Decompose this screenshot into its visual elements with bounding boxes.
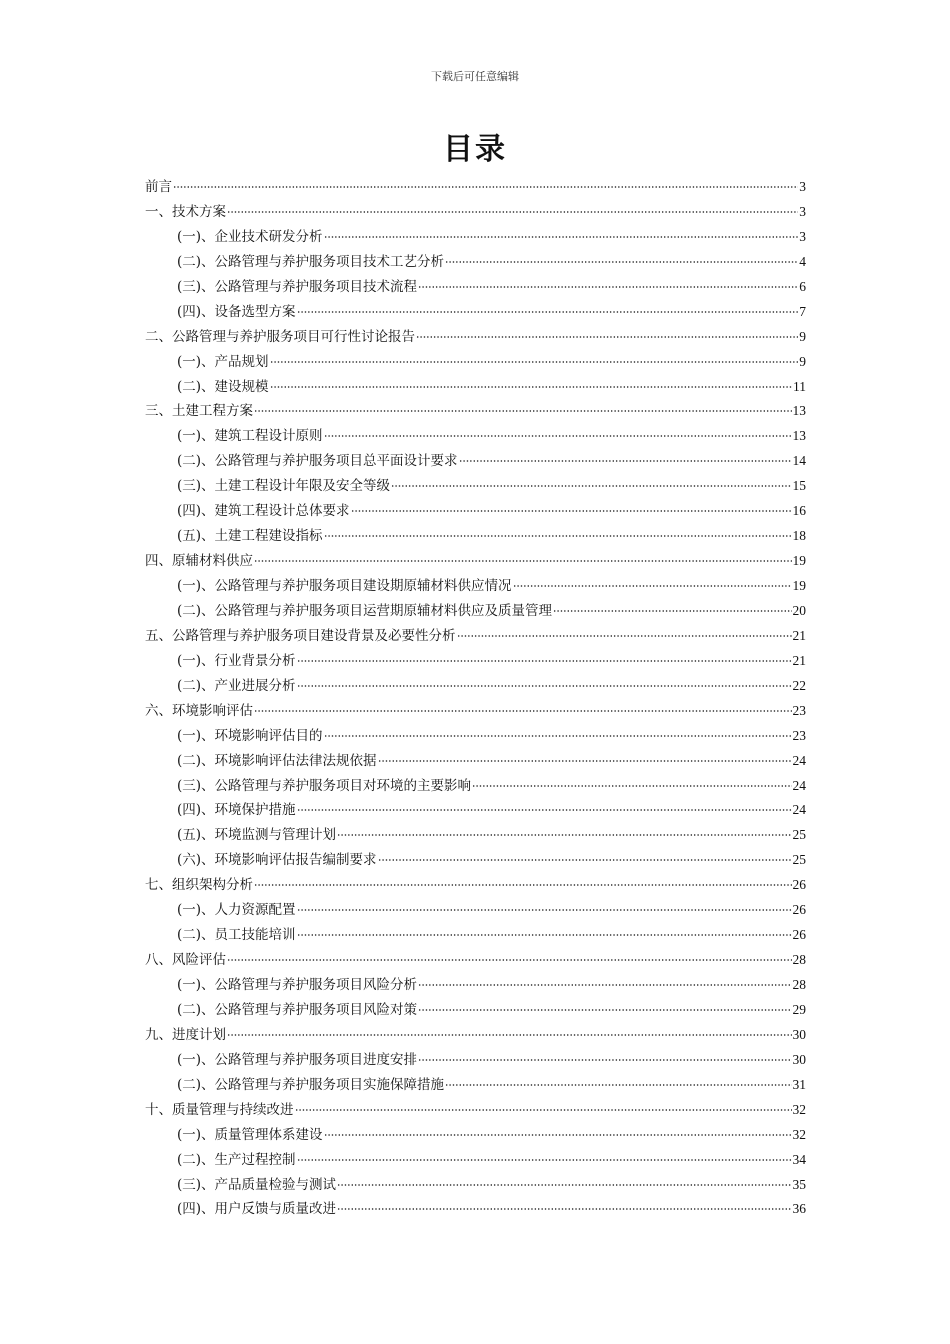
toc-section-link[interactable] xyxy=(145,524,806,549)
toc-entry-label: (一)、环境影响评估目的 xyxy=(177,727,323,744)
toc-dot-leader xyxy=(418,984,791,986)
toc-page-number: 13 xyxy=(792,403,806,419)
toc-dot-leader xyxy=(297,1159,792,1161)
toc-dot-leader xyxy=(378,760,792,762)
toc-section-link[interactable] xyxy=(145,848,806,873)
toc-dot-leader xyxy=(457,635,792,637)
toc-section-link[interactable] xyxy=(145,998,806,1023)
toc-dot-leader xyxy=(416,336,798,338)
toc-entry-label: 三、土建工程方案 xyxy=(145,403,253,420)
toc-dot-leader xyxy=(459,460,792,462)
toc-entry-label: (一)、建筑工程设计原则 xyxy=(177,428,323,445)
toc-chapter-link[interactable] xyxy=(145,325,806,350)
toc-section-link[interactable] xyxy=(145,674,806,699)
toc-entry-label: 八、风险评估 xyxy=(145,952,226,969)
toc-page-number: 35 xyxy=(792,1176,806,1192)
toc-entry-label: (一)、企业技术研发分析 xyxy=(177,228,323,245)
toc-chapter-link[interactable] xyxy=(145,175,806,200)
toc-entry-label: (四)、环境保护措施 xyxy=(177,802,296,819)
toc-page-number: 9 xyxy=(799,353,806,369)
toc-entry-label: (一)、质量管理体系建设 xyxy=(177,1126,323,1143)
toc-dot-leader xyxy=(297,909,792,911)
toc-entry-label: (二)、公路管理与养护服务项目总平面设计要求 xyxy=(177,453,458,470)
toc-page-number: 19 xyxy=(792,553,806,569)
toc-page-number: 26 xyxy=(792,877,806,893)
toc-dot-leader xyxy=(297,809,792,811)
toc-dot-leader xyxy=(173,186,798,188)
toc-entry-label: 一、技术方案 xyxy=(145,203,226,220)
page-title: 目录 xyxy=(443,132,507,167)
header-note: 下载后可任意编辑 xyxy=(431,70,519,83)
toc-page-number: 32 xyxy=(792,1126,806,1142)
toc-section-link[interactable] xyxy=(145,574,806,599)
toc-dot-leader xyxy=(270,386,792,388)
toc-entry-label: (一)、公路管理与养护服务项目建设期原辅材料供应情况 xyxy=(177,578,512,594)
toc-entry-label: (一)、公路管理与养护服务项目进度安排 xyxy=(177,1051,418,1068)
toc-page-number: 21 xyxy=(792,652,806,668)
toc-page-number: 3 xyxy=(799,179,806,194)
toc-entry-label: (一)、人力资源配置 xyxy=(177,902,296,919)
toc-dot-leader xyxy=(337,1184,791,1186)
toc-dot-leader xyxy=(337,834,791,836)
toc-page-number: 26 xyxy=(792,902,806,918)
toc-entry-label: 六、环境影响评估 xyxy=(145,702,253,719)
toc-entry-label: (二)、公路管理与养护服务项目运营期原辅材料供应及质量管理 xyxy=(177,602,553,619)
toc-dot-leader xyxy=(324,1134,792,1136)
toc-dot-leader xyxy=(295,1109,792,1111)
toc-page-number: 3 xyxy=(799,203,806,219)
toc-entry-label: (五)、环境监测与管理计划 xyxy=(177,827,337,844)
toc-section-link[interactable] xyxy=(145,474,806,499)
toc-page-number: 11 xyxy=(793,378,806,394)
toc-entry-label: 四、原辅材料供应 xyxy=(145,553,253,570)
toc-section-link[interactable] xyxy=(145,1048,806,1073)
table-of-contents xyxy=(145,175,806,1222)
toc-dot-leader xyxy=(553,610,791,612)
toc-page-number: 7 xyxy=(799,303,806,319)
toc-entry-label: 七、组织架构分析 xyxy=(145,877,253,894)
toc-page-number: 25 xyxy=(792,827,806,843)
toc-dot-leader xyxy=(418,286,798,288)
toc-section-link[interactable] xyxy=(145,375,806,400)
toc-dot-leader xyxy=(472,785,791,787)
toc-section-link[interactable] xyxy=(145,449,806,474)
toc-page-number: 16 xyxy=(792,503,806,519)
toc-chapter-link[interactable] xyxy=(145,1023,806,1048)
toc-entry-label: (三)、公路管理与养护服务项目技术流程 xyxy=(177,278,418,295)
toc-dot-leader xyxy=(418,1009,791,1011)
toc-section-link[interactable] xyxy=(145,1123,806,1148)
toc-dot-leader xyxy=(513,585,792,587)
toc-dot-leader xyxy=(297,660,792,662)
toc-entry-label: 二、公路管理与养护服务项目可行性讨论报告 xyxy=(145,328,415,345)
toc-dot-leader xyxy=(227,1034,792,1036)
toc-section-link[interactable] xyxy=(145,1197,806,1222)
toc-entry-label: (二)、公路管理与养护服务项目风险对策 xyxy=(177,1001,418,1018)
toc-section-link[interactable] xyxy=(145,599,806,624)
toc-page-number: 9 xyxy=(799,328,806,344)
toc-dot-leader xyxy=(324,735,792,737)
toc-page-number: 24 xyxy=(792,752,806,768)
toc-entry-label: (三)、产品质量检验与测试 xyxy=(177,1176,337,1193)
toc-dot-leader xyxy=(324,236,799,238)
toc-page-number: 29 xyxy=(792,1001,806,1017)
toc-section-link[interactable] xyxy=(145,275,806,300)
toc-entry-label: (四)、用户反馈与质量改进 xyxy=(177,1201,337,1218)
toc-entry-label: (一)、产品规划 xyxy=(177,353,269,370)
toc-dot-leader xyxy=(297,934,792,936)
toc-dot-leader xyxy=(337,1208,791,1210)
toc-page-number: 14 xyxy=(792,453,806,469)
toc-dot-leader xyxy=(324,435,792,437)
toc-section-link[interactable] xyxy=(145,774,806,799)
toc-dot-leader xyxy=(297,311,799,313)
toc-section-link[interactable] xyxy=(145,973,806,998)
toc-section-link[interactable] xyxy=(145,1173,806,1198)
toc-section-link[interactable] xyxy=(145,798,806,823)
toc-entry-label: (六)、环境影响评估报告编制要求 xyxy=(177,852,377,869)
toc-entry-label: 九、进度计划 xyxy=(145,1026,226,1043)
toc-dot-leader xyxy=(445,1084,791,1086)
toc-section-link[interactable] xyxy=(145,350,806,375)
toc-entry-label: (五)、土建工程建设指标 xyxy=(177,528,323,545)
toc-dot-leader xyxy=(445,261,798,263)
toc-chapter-link[interactable] xyxy=(145,200,806,225)
toc-chapter-link[interactable] xyxy=(145,948,806,973)
toc-section-link[interactable] xyxy=(145,300,806,325)
toc-section-link[interactable] xyxy=(145,823,806,848)
toc-page-number: 24 xyxy=(792,802,806,818)
toc-section-link[interactable] xyxy=(145,225,806,250)
toc-dot-leader xyxy=(254,560,792,562)
toc-entry-label: (二)、公路管理与养护服务项目实施保障措施 xyxy=(177,1076,445,1093)
toc-entry-label: (四)、建筑工程设计总体要求 xyxy=(177,503,350,520)
toc-page-number: 6 xyxy=(799,278,806,294)
toc-entry-label: 十、质量管理与持续改进 xyxy=(145,1101,294,1118)
toc-section-link[interactable] xyxy=(145,724,806,749)
toc-page-number: 23 xyxy=(792,702,806,718)
toc-page-number: 21 xyxy=(792,627,806,643)
toc-page-number: 28 xyxy=(792,952,806,968)
toc-page-number: 13 xyxy=(792,428,806,444)
toc-dot-leader xyxy=(391,485,791,487)
toc-dot-leader xyxy=(227,959,792,961)
toc-entry-label: (一)、行业背景分析 xyxy=(177,652,296,669)
toc-dot-leader xyxy=(270,361,799,363)
toc-page-number: 32 xyxy=(792,1101,806,1117)
toc-page-number: 19 xyxy=(792,578,806,593)
toc-page-number: 31 xyxy=(792,1076,806,1092)
toc-entry-label: (四)、设备选型方案 xyxy=(177,303,296,320)
toc-section-link[interactable] xyxy=(145,1073,806,1098)
toc-entry-label: (二)、生产过程控制 xyxy=(177,1151,296,1168)
toc-page-number: 30 xyxy=(792,1051,806,1067)
toc-page-number: 26 xyxy=(792,927,806,943)
toc-page-number: 28 xyxy=(792,977,806,992)
toc-page-number: 25 xyxy=(792,852,806,868)
toc-dot-leader xyxy=(254,410,792,412)
toc-page-number: 36 xyxy=(792,1201,806,1217)
toc-page-number: 20 xyxy=(792,602,806,618)
toc-dot-leader xyxy=(418,1059,791,1061)
toc-section-link[interactable] xyxy=(145,649,806,674)
toc-page-number: 24 xyxy=(792,777,806,793)
toc-page-number: 34 xyxy=(792,1151,806,1167)
toc-page-number: 18 xyxy=(792,528,806,544)
toc-dot-leader xyxy=(351,510,792,512)
toc-chapter-link[interactable] xyxy=(145,873,806,898)
toc-page-number: 30 xyxy=(792,1026,806,1042)
toc-section-link[interactable] xyxy=(145,250,806,275)
toc-page-number: 23 xyxy=(792,727,806,743)
toc-page-number: 3 xyxy=(799,228,806,244)
toc-section-link[interactable] xyxy=(145,898,806,923)
toc-page-number: 15 xyxy=(792,478,806,494)
toc-entry-label: 五、公路管理与养护服务项目建设背景及必要性分析 xyxy=(145,627,456,644)
toc-dot-leader xyxy=(378,859,792,861)
toc-chapter-link[interactable] xyxy=(145,699,806,724)
toc-chapter-link[interactable] xyxy=(145,399,806,424)
toc-entry-label: 前言 xyxy=(145,179,172,195)
toc-entry-label: (二)、员工技能培训 xyxy=(177,927,296,944)
toc-entry-label: (二)、建设规模 xyxy=(177,378,269,395)
toc-section-link[interactable] xyxy=(145,749,806,774)
toc-entry-label: (二)、公路管理与养护服务项目技术工艺分析 xyxy=(177,253,445,270)
toc-section-link[interactable] xyxy=(145,499,806,524)
toc-dot-leader xyxy=(227,211,798,213)
toc-page-number: 22 xyxy=(792,677,806,693)
toc-entry-label: (一)、公路管理与养护服务项目风险分析 xyxy=(177,977,418,993)
toc-entry-label: (三)、公路管理与养护服务项目对环境的主要影响 xyxy=(177,777,472,794)
toc-dot-leader xyxy=(254,710,792,712)
toc-page-number: 4 xyxy=(799,253,806,269)
toc-chapter-link[interactable] xyxy=(145,549,806,574)
toc-chapter-link[interactable] xyxy=(145,624,806,649)
toc-entry-label: (二)、产业进展分析 xyxy=(177,677,296,694)
toc-entry-label: (二)、环境影响评估法律法规依据 xyxy=(177,752,377,769)
toc-dot-leader xyxy=(324,535,792,537)
toc-entry-label: (三)、土建工程设计年限及安全等级 xyxy=(177,478,391,495)
toc-chapter-link[interactable] xyxy=(145,1098,806,1123)
toc-section-link[interactable] xyxy=(145,1148,806,1173)
toc-section-link[interactable] xyxy=(145,923,806,948)
toc-section-link[interactable] xyxy=(145,424,806,449)
toc-dot-leader xyxy=(297,685,792,687)
toc-dot-leader xyxy=(254,884,792,886)
